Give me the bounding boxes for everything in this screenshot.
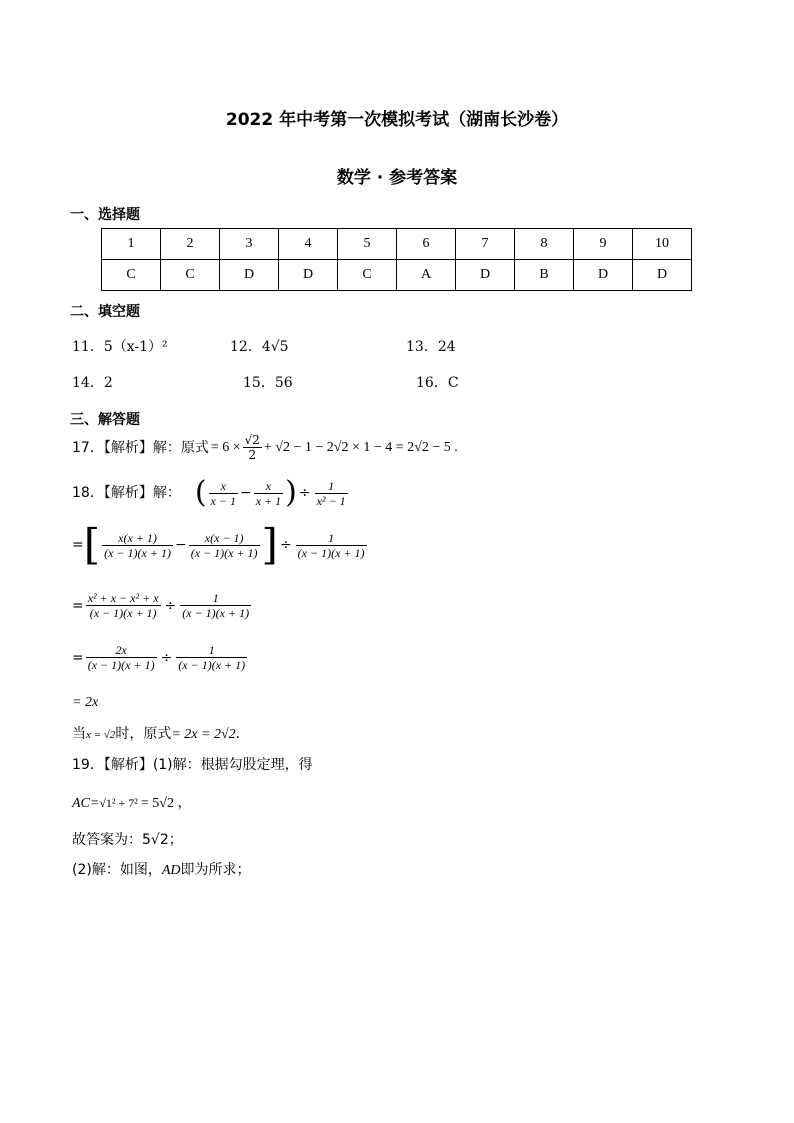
- answer-cell: D: [633, 260, 692, 291]
- solution-q19-line2: [72, 796, 192, 811]
- divide-sign: ÷: [279, 537, 292, 553]
- answer-cell: C: [338, 260, 397, 291]
- denominator: (x − 1)(x + 1): [190, 545, 258, 560]
- solution-q18-line6: [72, 727, 250, 742]
- question-number: 4: [279, 229, 338, 260]
- q18-l6-text: 时，原式: [115, 726, 172, 742]
- answer-cell: D: [456, 260, 515, 291]
- divide-sign: ÷: [164, 597, 177, 614]
- right-bracket: ]: [261, 520, 278, 569]
- q12-value: 4√5: [261, 339, 289, 355]
- q18-l6-result: = 2x = 2√2: [171, 727, 236, 742]
- minus-sign: −: [239, 485, 252, 501]
- answer-cell: C: [102, 260, 161, 291]
- denominator: x + 1: [255, 493, 282, 508]
- divide-sign: ÷: [160, 649, 173, 666]
- document-subtitle: 数学 · 参考答案: [336, 168, 458, 188]
- q18-l4-frac-c: [176, 644, 247, 671]
- q13-value: 24: [437, 339, 456, 355]
- denominator: (x − 1)(x + 1): [297, 545, 365, 560]
- answer-q13: [406, 340, 456, 354]
- numerator: x(x − 1): [189, 532, 260, 546]
- q18-l6-period: ．: [235, 726, 250, 742]
- denominator: (x − 1)(x + 1): [104, 545, 171, 560]
- q17-expr-a: = 6 ×: [210, 439, 241, 455]
- left-paren: (: [194, 475, 207, 510]
- divide-sign: ÷: [298, 485, 311, 501]
- numerator: x(x + 1): [102, 532, 173, 546]
- answer-table-answer-row: [102, 260, 692, 291]
- q17-prefix: 17．【解析】解：原式: [72, 439, 209, 456]
- question-number: 8: [515, 229, 574, 260]
- q18-l1-frac-a: [209, 480, 238, 507]
- section-heading-solutions: 三、解答题: [70, 412, 140, 428]
- answer-q15: [243, 376, 293, 390]
- denominator: x − 1: [210, 493, 236, 508]
- question-number: 2: [161, 229, 220, 260]
- section-heading-multiple-choice: 一、选择题: [70, 207, 140, 223]
- solution-q18-line1: [72, 475, 350, 510]
- question-number: 3: [220, 229, 279, 260]
- answer-cell: B: [515, 260, 574, 291]
- denominator: x² − 1: [316, 493, 346, 508]
- equals-sign: =: [72, 537, 84, 553]
- q14-label: 14．: [72, 375, 104, 391]
- answer-q12: [230, 340, 289, 354]
- numerator: 1: [176, 644, 247, 658]
- question-number: 9: [574, 229, 633, 260]
- equals-sign: =: [72, 597, 84, 614]
- q15-label: 15．: [243, 375, 275, 391]
- answer-q11: [72, 340, 168, 354]
- q16-label: 16．: [416, 375, 448, 391]
- solution-q18-line4: [72, 644, 249, 671]
- q18-l4-frac-a: [86, 644, 157, 671]
- q16-value: C: [447, 375, 459, 391]
- q19-ad-label: AD: [161, 863, 181, 878]
- q19-ac-label: AC=: [72, 796, 100, 811]
- solution-q17: [72, 434, 458, 461]
- numerator: 1: [296, 532, 367, 546]
- q19-result: = 5√2 ，: [140, 796, 192, 811]
- q19-l4-text: (2)解：如图，: [72, 862, 162, 878]
- solution-q19-line3: 故答案为：5√2；: [72, 832, 183, 848]
- q19-l4-suffix: 即为所求；: [180, 862, 251, 878]
- answer-cell: D: [574, 260, 633, 291]
- q11-value: 5（x-1）²: [103, 339, 168, 355]
- solution-q19-line1: 19．【解析】(1)解：根据勾股定理，得: [72, 757, 313, 773]
- q18-l6-condition: x = √2: [86, 729, 116, 741]
- denominator: (x − 1)(x + 1): [87, 658, 155, 672]
- section-heading-fill-in: 二、填空题: [70, 304, 140, 320]
- answer-cell: A: [397, 260, 456, 291]
- answer-q16: [416, 376, 459, 390]
- numerator: x² + x − x² + x: [87, 591, 159, 605]
- q18-l2-frac-b: [189, 532, 260, 559]
- question-number: 1: [102, 229, 161, 260]
- q18-l3-frac-c: [180, 592, 251, 619]
- equals-sign: =: [72, 649, 84, 666]
- numerator: x: [209, 480, 238, 494]
- question-number: 10: [633, 229, 692, 260]
- q18-l1-frac-b: [254, 480, 283, 507]
- q18-prefix: 18．【解析】解：: [72, 485, 181, 501]
- question-number: 6: [397, 229, 456, 260]
- numerator: x: [254, 480, 283, 494]
- q11-label: 11．: [72, 339, 104, 355]
- question-number: 7: [456, 229, 515, 260]
- denominator: (x − 1)(x + 1): [182, 606, 250, 620]
- q12-label: 12．: [230, 339, 262, 355]
- numerator: 2x: [86, 644, 157, 658]
- answer-cell: D: [279, 260, 338, 291]
- q13-label: 13．: [406, 339, 438, 355]
- q17-fraction-numerator: √2: [244, 433, 260, 447]
- q17-expr-b: + √2 − 1 − 2√2 × 1 − 4 = 2√2 − 5 .: [263, 439, 458, 455]
- right-paren: ): [285, 475, 297, 510]
- answer-table: [101, 228, 692, 291]
- answer-q14: [72, 376, 113, 390]
- denominator: (x − 1)(x + 1): [89, 606, 157, 620]
- numerator: 1: [315, 480, 348, 494]
- q18-l6-when: 当: [72, 726, 86, 742]
- q18-l2-frac-a: [102, 532, 173, 559]
- q17-fraction-denominator: 2: [248, 448, 257, 462]
- answer-cell: C: [161, 260, 220, 291]
- q15-value: 56: [274, 375, 293, 391]
- solution-q18-line3: [72, 592, 253, 619]
- q17-fraction: [243, 434, 262, 461]
- left-bracket: [: [83, 520, 101, 569]
- q14-value: 2: [103, 375, 113, 391]
- denominator: (x − 1)(x + 1): [178, 658, 246, 672]
- q18-l2-frac-c: [296, 532, 367, 559]
- solution-q19-line4: [72, 863, 251, 878]
- numerator: 1: [180, 592, 251, 606]
- solution-q18-line2: [72, 520, 369, 569]
- q18-l3-frac-a: [86, 592, 161, 619]
- question-number: 5: [338, 229, 397, 260]
- answer-cell: D: [220, 260, 279, 291]
- answer-table-number-row: [102, 229, 692, 260]
- minus-sign: −: [174, 537, 187, 553]
- q19-sqrt: √1² + 7²: [99, 796, 138, 810]
- document-title: 2022 年中考第一次模拟考试（湖南长沙卷）: [225, 110, 569, 130]
- q18-l1-frac-c: [315, 480, 348, 507]
- solution-q18-line5: = 2x: [72, 695, 99, 710]
